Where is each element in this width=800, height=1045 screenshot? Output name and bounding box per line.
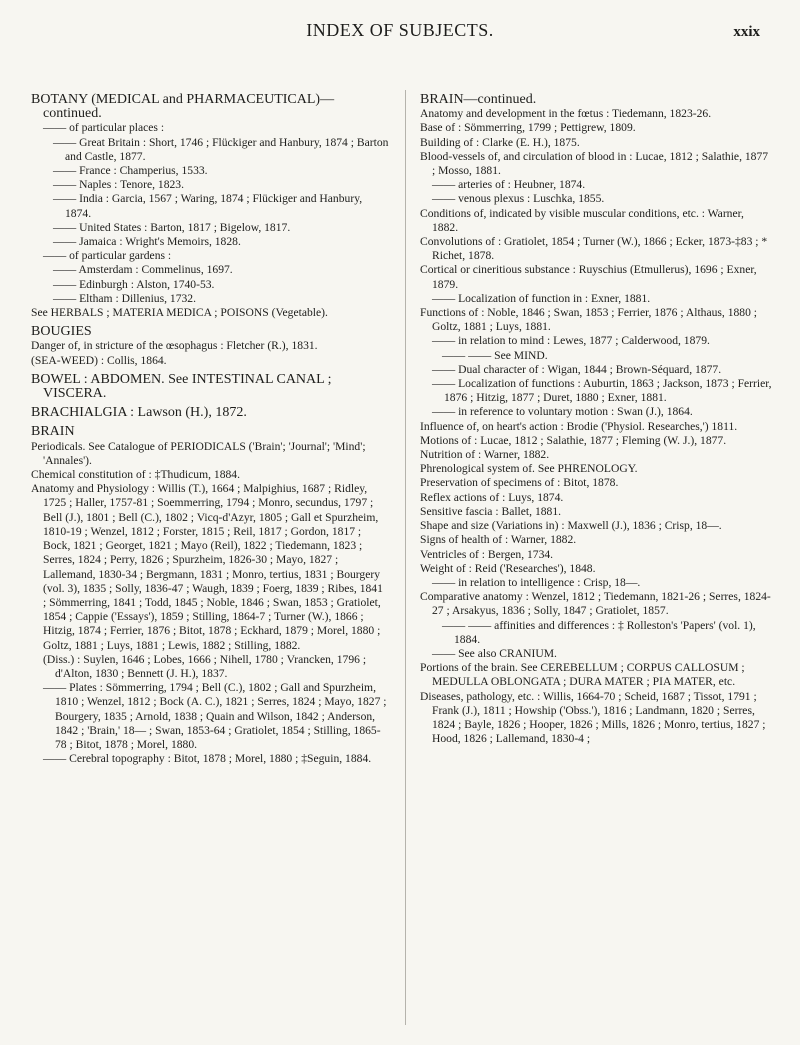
index-entry: Reflex actions of : Luys, 1874. xyxy=(420,490,564,504)
index-entry: Motions of : Lucae, 1812 ; Salathie, 1877 ; Fleming (W. J.), 1877. xyxy=(420,433,727,447)
index-entry: Sensitive fascia : Ballet, 1881. xyxy=(420,504,562,518)
index-entry: —— Jamaica : Wright's Memoirs, 1828. xyxy=(53,235,241,249)
left-column xyxy=(31,88,389,766)
index-heading: BRAIN xyxy=(31,424,75,440)
page-header xyxy=(0,14,800,54)
index-entry: —— Localization of function in : Exner, 1881. xyxy=(432,291,651,305)
index-entry: —— United States : Barton, 1817 ; Bigelow, 1817. xyxy=(53,220,291,234)
page-title: INDEX OF SUBJECTS. xyxy=(306,20,494,40)
index-entry: —— Eltham : Dillenius, 1732. xyxy=(53,291,196,305)
index-entry: Weight of : Reid ('Researches'), 1848. xyxy=(420,561,596,575)
index-entry: Diseases, pathology, etc. : Willis, 1664-70 ; Scheid, 1687 ; Tissot, 1791 ; Frank (J.), 1811 ; Howship ('Obss.'), 1816 ; Landmann, 1820 ; Serres, 1824 ; Bayle, 1826 ; Hooper, 1826 ; Mills, 1826 ; Monro, tertius, 1827 ; Hood, 1826 ; Lallemand, 1830-4 ; xyxy=(420,689,766,746)
index-entry: —— in relation to mind : Lewes, 1877 ; Calderwood, 1879. xyxy=(432,334,710,348)
index-entry: —— France : Champerius, 1533. xyxy=(53,164,208,178)
index-entry: Conditions of, indicated by visible muscular conditions, etc. : Warner, 1882. xyxy=(420,206,744,234)
index-entry: Preservation of specimens of : Bitot, 1878. xyxy=(420,476,619,490)
index-entry: —— of particular gardens : xyxy=(43,249,172,263)
index-entry: —— Plates : Sömmerring, 1794 ; Bell (C.), 1802 ; Gall and Spurzheim, 1810 ; Wenzel, 1812 ; Bock (A. C.), 1821 ; Serres, 1824 ; Mayo, 1827 ; Bourgery, 1835 ; Arnold, 1838 ; Quain and Wilson, 1842 ; Anderson, 1842 ; 'Brain,' 18— ; Swan, 1853-64 ; Gratiolet, 1854 ; Stilling, 1865-78 ; Bitot, 1878 ; Morel, 1880. xyxy=(43,681,387,751)
index-entry: Building of : Clarke (E. H.), 1875. xyxy=(420,135,580,149)
index-entry: Portions of the brain. See CEREBELLUM ; CORPUS CALLOSUM ; MEDULLA OBLONGATA ; DURA MATER ; PIA MATER, etc. xyxy=(420,661,745,689)
index-entry: Danger of, in stricture of the œsophagus : Fletcher (R.), 1831. xyxy=(31,339,318,353)
index-entry: —— Edinburgh : Alston, 1740-53. xyxy=(53,277,215,291)
index-entry: —— Cerebral topography : Bitot, 1878 ; Morel, 1880 ; ‡Seguin, 1884. xyxy=(43,752,372,766)
column-divider xyxy=(405,90,406,1025)
index-entry: Shape and size (Variations in) : Maxwell (J.), 1836 ; Crisp, 18—. xyxy=(420,519,722,533)
index-entry: Signs of health of : Warner, 1882. xyxy=(420,533,577,547)
index-entry: —— Localization of functions : Auburtin, 1863 ; Jackson, 1873 ; Ferrier, 1876 ; Hitzig, 1877 ; Duret, 1880 ; Exner, 1881. xyxy=(432,377,772,405)
index-entry: Influence of, on heart's action : Brodie ('Physiol. Researches,') 1811. xyxy=(420,419,738,433)
index-entry: —— Great Britain : Short, 1746 ; Flückiger and Hanbury, 1874 ; Barton and Castle, 1877. xyxy=(53,135,389,163)
index-entry: —— —— See MIND. xyxy=(442,348,548,362)
index-entry: Periodicals. See Catalogue of PERIODICALS ('Brain'; 'Journal'; 'Mind'; 'Annales'). xyxy=(31,439,366,467)
index-entry: (SEA-WEED) : Collis, 1864. xyxy=(31,353,167,367)
index-heading: BOUGIES xyxy=(31,324,92,340)
index-entry: —— in relation to intelligence : Crisp, 18—. xyxy=(432,575,641,589)
index-entry: —— India : Garcia, 1567 ; Waring, 1874 ; Flückiger and Hanbury, 1874. xyxy=(53,192,363,220)
index-entry: Anatomy and development in the fœtus : Tiedemann, 1823-26. xyxy=(420,107,712,121)
index-entry: —— —— affinities and differences : ‡ Rolleston's 'Papers' (vol. 1), 1884. xyxy=(442,618,756,646)
page-number: xxix xyxy=(733,24,760,40)
index-entry: See HERBALS ; MATERIA MEDICA ; POISONS (Vegetable). xyxy=(31,306,328,320)
right-column xyxy=(420,88,772,746)
index-entry: —— in reference to voluntary motion : Swan (J.), 1864. xyxy=(432,405,693,419)
index-entry: —— Naples : Tenore, 1823. xyxy=(53,178,184,192)
index-entry: Blood-vessels of, and circulation of blood in : Lucae, 1812 ; Salathie, 1877 ; Mosso, 1881. xyxy=(420,149,769,178)
index-entry: Comparative anatomy : Wenzel, 1812 ; Tiedemann, 1821-26 ; Serres, 1824-27 ; Arsakyus, 1836 ; Solly, 1847 ; Gratiolet, 1857. xyxy=(420,590,771,618)
index-entry: Cortical or cineritious substance : Ruyschius (Etmullerus), 1696 ; Exner, 1879. xyxy=(420,263,757,291)
index-entry: (Diss.) : Suylen, 1646 ; Lobes, 1666 ; Nihell, 1780 ; Vrancken, 1796 ; d'Alton, 1830 ; Bennett (J. H.), 1837. xyxy=(43,652,367,680)
index-heading: BRACHIALGIA : Lawson (H.), 1872. xyxy=(31,405,247,421)
index-entry: —— venous plexus : Luschka, 1855. xyxy=(432,192,605,206)
index-entry: Convolutions of : Gratiolet, 1854 ; Turner (W.), 1866 ; Ecker, 1873-‡83 ; * Richet, 1878. xyxy=(420,235,768,263)
index-heading: BRAIN—continued. xyxy=(420,92,537,107)
index-entry: —— arteries of : Heubner, 1874. xyxy=(432,178,586,192)
index-entry: Anatomy and Physiology : Willis (T.), 1664 ; Malpighius, 1687 ; Ridley, 1725 ; Haller, 1757-81 ; Soemmerring, 1794 ; Monro, secundus, 1797 ; Bell (J.), 1801 ; Bell (C.), 1802 ; Vicq-d'Azyr, 1805 ; Gall et Spurzheim, 1810-19 ; Wenzel, 1812 ; Forster, 1815 ; Reil, 1817 ; Gordon, 1817 ; Bock, 1821 ; Georget, 1821 ; Mayo (Reil), 1822 ; Tiedemann, 1823 ; Serres, 1824 ; Perry, 1826 ; Spurzheim, 1826-30 ; Mayo, 1827 ; Lallemand, 1830-34 ; Bergmann, 1831 ; Monro, tertius, 1831 ; Bourgery (vol. 3), 1835 ; Solly, 1836-47 ; Waugh, 1839 ; Foerg, 1839 ; Ribes, 1841 ; Sömmerring, 1841 ; Todd, 1845 ; Noble, 1846 ; Swan, 1853 ; Gratiolet, 1854 ; Cappie ('Essays'), 1859 ; Stilling, 1864-7 ; Turner (W.), 1866 ; Hitzig, 1874 ; Ferrier, 1876 ; Bitot, 1878 ; Eckhard, 1879 ; Morel, 1880 ; Goltz, 1881 ; Luys, 1881 ; Lewis, 1882 ; Stilling, 1882. xyxy=(31,482,383,652)
index-entry: Functions of : Noble, 1846 ; Swan, 1853 ; Ferrier, 1876 ; Althaus, 1880 ; Goltz, 1881 ; Luys, 1881. xyxy=(420,306,758,334)
index-heading: BOTANY (MEDICAL and PHARMACEUTICAL)—continued. xyxy=(31,92,335,122)
index-heading: BOWEL : ABDOMEN. See INTESTINAL CANAL ; VISCERA. xyxy=(31,371,332,402)
index-entry: Phrenological system of. See PHRENOLOGY. xyxy=(420,462,638,476)
index-entry: —— Dual character of : Wigan, 1844 ; Brown-Séquard, 1877. xyxy=(432,362,722,376)
index-entry: Nutrition of : Warner, 1882. xyxy=(420,448,550,462)
index-entry: —— Amsterdam : Commelinus, 1697. xyxy=(53,263,233,277)
index-entry: —— See also CRANIUM. xyxy=(432,646,557,660)
index-entry: Base of : Sömmerring, 1799 ; Pettigrew, 1809. xyxy=(420,121,636,135)
index-entry: Ventricles of : Bergen, 1734. xyxy=(420,547,554,561)
index-entry: —— of particular places : xyxy=(43,121,165,135)
index-entry: Chemical constitution of : ‡Thudicum, 1884. xyxy=(31,468,240,482)
